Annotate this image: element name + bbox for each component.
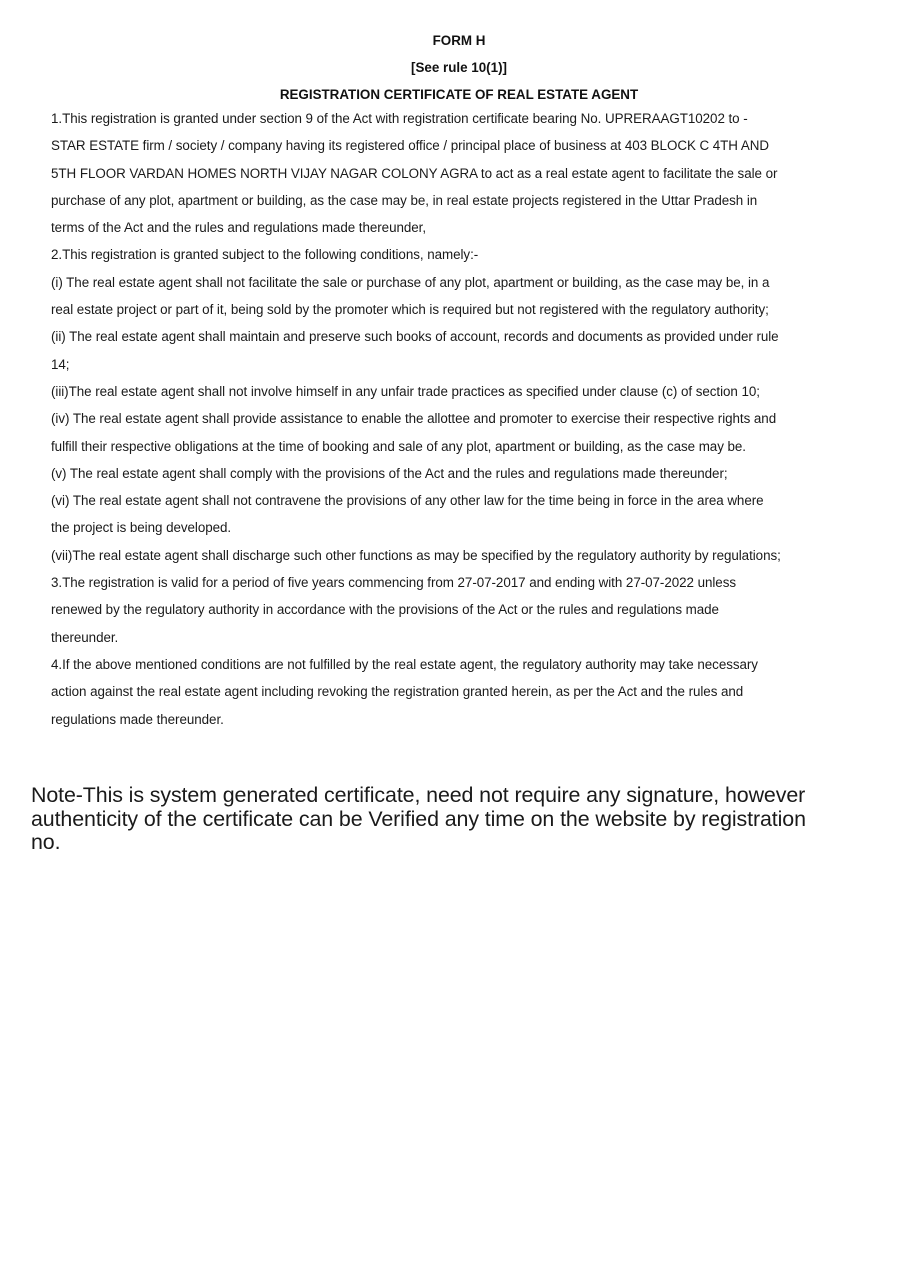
text-line: (iv) The real estate agent shall provide assistance to enable the allottee and promoter to exercise their respective rights and	[51, 411, 777, 427]
note-line: Note-This is system generated certificate, need not require any signature, however	[31, 783, 806, 807]
text-line: 4.If the above mentioned conditions are not fulfilled by the real estate agent, the regulatory authority may take necessary	[51, 656, 758, 672]
text-line: 2.This registration is granted subject to the following conditions, namely:-	[51, 247, 479, 263]
clause-3	[51, 569, 901, 651]
note-line: authenticity of the certificate can be Verified any time on the website by registration	[31, 806, 806, 831]
document-header	[0, 27, 904, 108]
text-line: (i) The real estate agent shall not facilitate the sale or purchase of any plot, apartment or building, as the case may be, in a	[51, 274, 770, 290]
condition-vii	[51, 542, 901, 569]
clause-1	[51, 105, 901, 241]
text-line: renewed by the regulatory authority in accordance with the provisions of the Act or the rules and regulations made	[51, 602, 719, 618]
clause-4	[51, 651, 901, 733]
text-line: 3.The registration is valid for a period of five years commencing from 27-07-2017 and ending with 27-07-2022 unless	[51, 575, 736, 591]
text-line: (vi) The real estate agent shall not contravene the provisions of any other law for the time being in force in the area where	[51, 493, 764, 509]
form-title: FORM H	[432, 33, 486, 48]
text-line: 5TH FLOOR VARDAN HOMES NORTH VIJAY NAGAR COLONY AGRA to act as a real estate agent to facilitate the sale or	[51, 165, 778, 181]
text-line: thereunder.	[51, 629, 119, 645]
condition-v	[51, 460, 901, 487]
text-line: terms of the Act and the rules and regulations made thereunder,	[51, 220, 426, 236]
text-line: regulations made thereunder.	[51, 711, 224, 727]
text-line: real estate project or part of it, being sold by the promoter which is required but not registered with the regulatory authority;	[51, 302, 769, 318]
text-line: (ii) The real estate agent shall maintain and preserve such books of account, records and documents as provided under rule	[51, 329, 779, 345]
certificate-title: REGISTRATION CERTIFICATE OF REAL ESTATE AGENT	[279, 87, 639, 102]
condition-i	[51, 269, 901, 324]
text-line: (iii)The real estate agent shall not involve himself in any unfair trade practices as specified under clause (c) of section 10;	[51, 383, 760, 399]
text-line: action against the real estate agent including revoking the registration granted herein, as per the Act and the rules and	[51, 684, 744, 700]
system-generated-note	[31, 784, 891, 855]
text-line: fulfill their respective obligations at the time of booking and sale of any plot, apartment or building, as the case may be.	[51, 438, 746, 454]
note-line: no.	[31, 830, 61, 854]
text-line: the project is being developed.	[51, 520, 232, 536]
text-line: purchase of any plot, apartment or building, as the case may be, in real estate projects registered in the Uttar Pradesh in	[51, 192, 758, 208]
condition-ii	[51, 323, 901, 378]
text-line: (v) The real estate agent shall comply with the provisions of the Act and the rules and regulations made thereunder;	[51, 465, 728, 481]
text-line: 14;	[51, 356, 70, 372]
rule-reference: [See rule 10(1)]	[410, 60, 507, 75]
text-line: STAR ESTATE firm / society / company having its registered office / principal place of business at 403 BLOCK C 4TH AND	[51, 138, 769, 154]
condition-vi	[51, 487, 901, 542]
certificate-body	[51, 105, 901, 733]
text-line: 1.This registration is granted under section 9 of the Act with registration certificate bearing No. UPRERAAGT10202 to -	[51, 111, 748, 126]
condition-iii	[51, 378, 901, 405]
condition-iv	[51, 405, 901, 460]
clause-2	[51, 241, 901, 268]
text-line: (vii)The real estate agent shall discharge such other functions as may be specified by the regulatory authority by regulations;	[51, 547, 781, 563]
